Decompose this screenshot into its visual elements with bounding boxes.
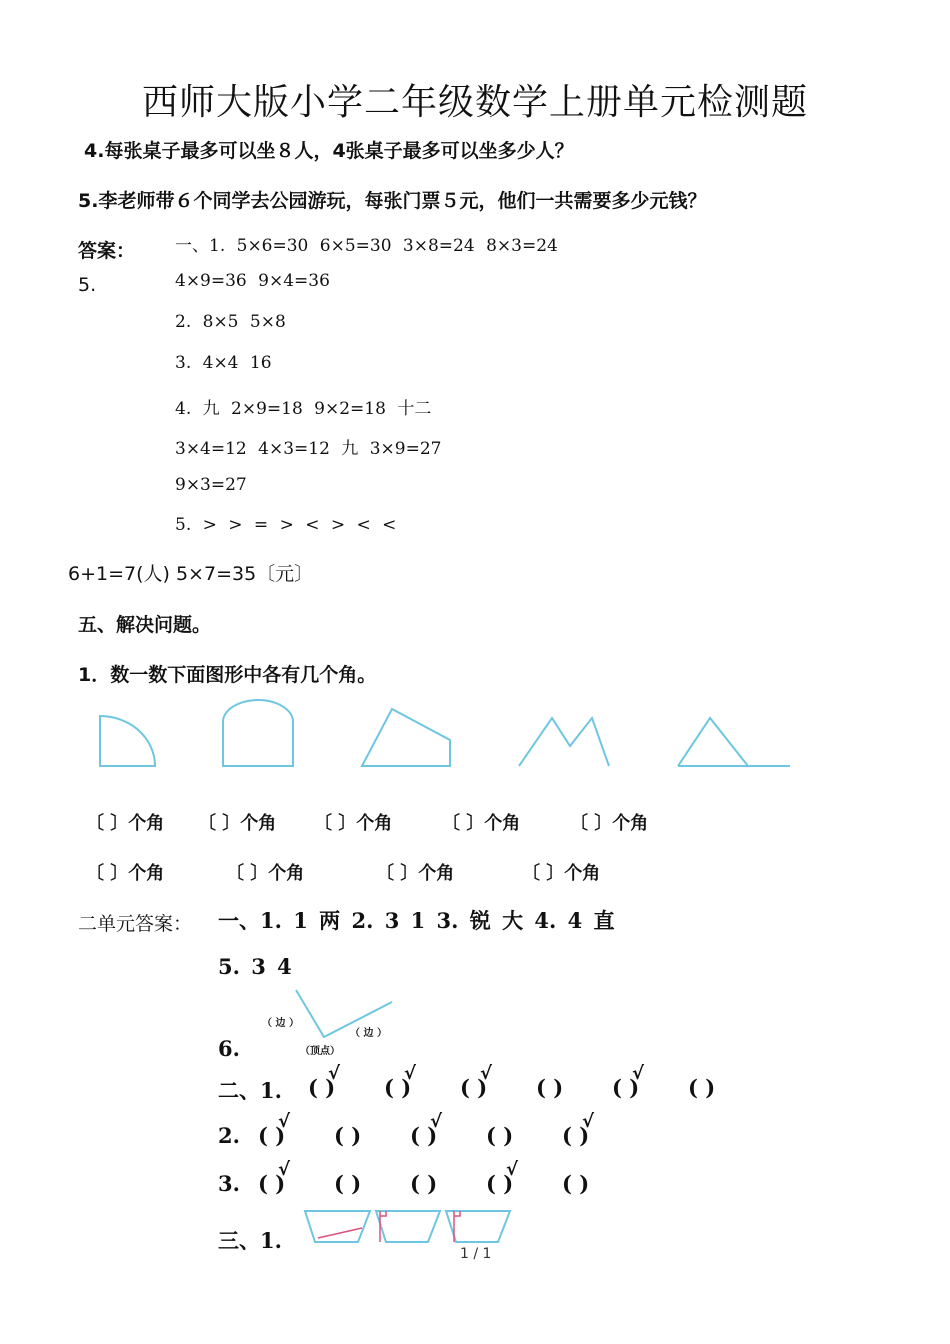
check-mark: √ bbox=[506, 1159, 519, 1180]
check-mark: √ bbox=[582, 1111, 595, 1132]
check-mark: √ bbox=[278, 1159, 291, 1180]
question-4: 4.每张桌子最多可以坐８人，4张桌子最多可以坐多少人？ bbox=[84, 140, 574, 162]
check-mark: √ bbox=[328, 1063, 341, 1084]
blank-angle-count-9[interactable]: 〔 〕个角 bbox=[522, 863, 601, 884]
answers-label: 答案： bbox=[78, 240, 136, 262]
unit2-line-2: 5. 3 4 bbox=[218, 954, 292, 979]
blank-angle-count-3[interactable]: 〔 〕个角 bbox=[314, 813, 393, 834]
check-mark: √ bbox=[430, 1111, 443, 1132]
unit2-row-3-label: 3. bbox=[218, 1171, 240, 1196]
triangle-line-shape bbox=[678, 718, 790, 766]
answer-line-8: 5. > > = > < > < < bbox=[175, 515, 397, 535]
arch-shape bbox=[223, 700, 293, 766]
unit2-section-3-label: 三、1. bbox=[218, 1228, 282, 1253]
answer-paren-3[interactable]: ( ) bbox=[410, 1123, 438, 1148]
answer-paren-5[interactable]: ( ) bbox=[612, 1075, 640, 1100]
trapezoid-3 bbox=[446, 1211, 510, 1242]
unit2-line-3-number: 6. bbox=[218, 1036, 240, 1061]
blank-angle-count-6[interactable]: 〔 〕个角 bbox=[86, 863, 165, 884]
check-mark: √ bbox=[632, 1063, 645, 1084]
answer-paren-5[interactable]: ( ) bbox=[562, 1123, 590, 1148]
answer-paren-2[interactable]: ( ) bbox=[334, 1123, 362, 1148]
unit2-answers-label: 二单元答案： bbox=[78, 913, 193, 935]
answer-calculation: 6+1=7(人) 5×7=35〔元〕 bbox=[68, 563, 314, 585]
answer-line-1: 一、1. 5×6=30 6×5=30 3×8=24 8×3=24 bbox=[175, 236, 558, 256]
check-mark: √ bbox=[278, 1111, 291, 1132]
answer-paren-4[interactable]: ( ) bbox=[536, 1075, 564, 1100]
quadrilateral-shape bbox=[362, 709, 450, 766]
answer-line-4: 3. 4×4 16 bbox=[175, 353, 272, 373]
page-title: 西师大版小学二年级数学上册单元检测题 bbox=[141, 82, 808, 123]
answer-line-2: 4×9=36 9×4=36 bbox=[175, 271, 330, 291]
answer-paren-2[interactable]: ( ) bbox=[334, 1171, 362, 1196]
blank-angle-count-2[interactable]: 〔 〕个角 bbox=[198, 813, 277, 834]
blank-angle-count-7[interactable]: 〔 〕个角 bbox=[226, 863, 305, 884]
quarter-circle-shape bbox=[100, 716, 155, 766]
question-5: 5.李老师带６个同学去公园游玩，每张门票５元，他们一共需要多少元钱？ bbox=[78, 190, 707, 212]
answer-line-6: 3×4=12 4×3=12 九 3×9=27 bbox=[175, 439, 442, 459]
answer-line-5: 4. 九 2×9=18 9×2=18 十二 bbox=[175, 399, 432, 419]
answer-paren-6[interactable]: ( ) bbox=[688, 1075, 716, 1100]
answer-paren-5[interactable]: ( ) bbox=[562, 1171, 590, 1196]
section-5-question-1: 1．数一数下面图形中各有几个角。 bbox=[78, 664, 377, 686]
answer-line-7: 9×3=27 bbox=[175, 475, 247, 495]
blank-angle-count-5[interactable]: 〔 〕个角 bbox=[570, 813, 649, 834]
answer-paren-3[interactable]: ( ) bbox=[410, 1171, 438, 1196]
answer-line-3: 2. 8×5 5×8 bbox=[175, 312, 286, 332]
unit2-row-2-label: 2. bbox=[218, 1123, 240, 1148]
zigzag-shape bbox=[519, 718, 609, 766]
answers-number-5: 5. bbox=[78, 274, 97, 296]
trapezoid-2-marker bbox=[380, 1211, 386, 1242]
answer-paren-3[interactable]: ( ) bbox=[460, 1075, 488, 1100]
trapezoid-3-marker bbox=[454, 1211, 460, 1242]
page-footer: 1 / 1 bbox=[460, 1246, 492, 1262]
angle-label-side-1: （ 边 ） bbox=[262, 1018, 299, 1029]
unit2-line-1: 一、1. 1 两 2. 3 1 3. 锐 大 4. 4 直 bbox=[218, 908, 615, 933]
answer-paren-1[interactable]: ( ) bbox=[308, 1075, 336, 1100]
answer-paren-4[interactable]: ( ) bbox=[486, 1123, 514, 1148]
blank-angle-count-4[interactable]: 〔 〕个角 bbox=[442, 813, 521, 834]
trapezoid-1 bbox=[305, 1211, 370, 1242]
check-mark: √ bbox=[480, 1063, 493, 1084]
section-5-heading: 五、解决问题。 bbox=[78, 614, 212, 636]
trapezoid-1-marker bbox=[318, 1228, 362, 1238]
blank-angle-count-8[interactable]: 〔 〕个角 bbox=[376, 863, 455, 884]
answer-paren-1[interactable]: ( ) bbox=[258, 1123, 286, 1148]
angle-label-vertex: （顶点） bbox=[300, 1046, 340, 1057]
check-mark: √ bbox=[404, 1063, 417, 1084]
trapezoid-2 bbox=[376, 1211, 440, 1242]
answer-paren-2[interactable]: ( ) bbox=[384, 1075, 412, 1100]
unit2-section-2-label: 二、1. bbox=[218, 1078, 282, 1103]
angle-label-side-2: （ 边 ） bbox=[350, 1028, 387, 1039]
answer-paren-1[interactable]: ( ) bbox=[258, 1171, 286, 1196]
answer-paren-4[interactable]: ( ) bbox=[486, 1171, 514, 1196]
blank-angle-count-1[interactable]: 〔 〕个角 bbox=[86, 813, 165, 834]
